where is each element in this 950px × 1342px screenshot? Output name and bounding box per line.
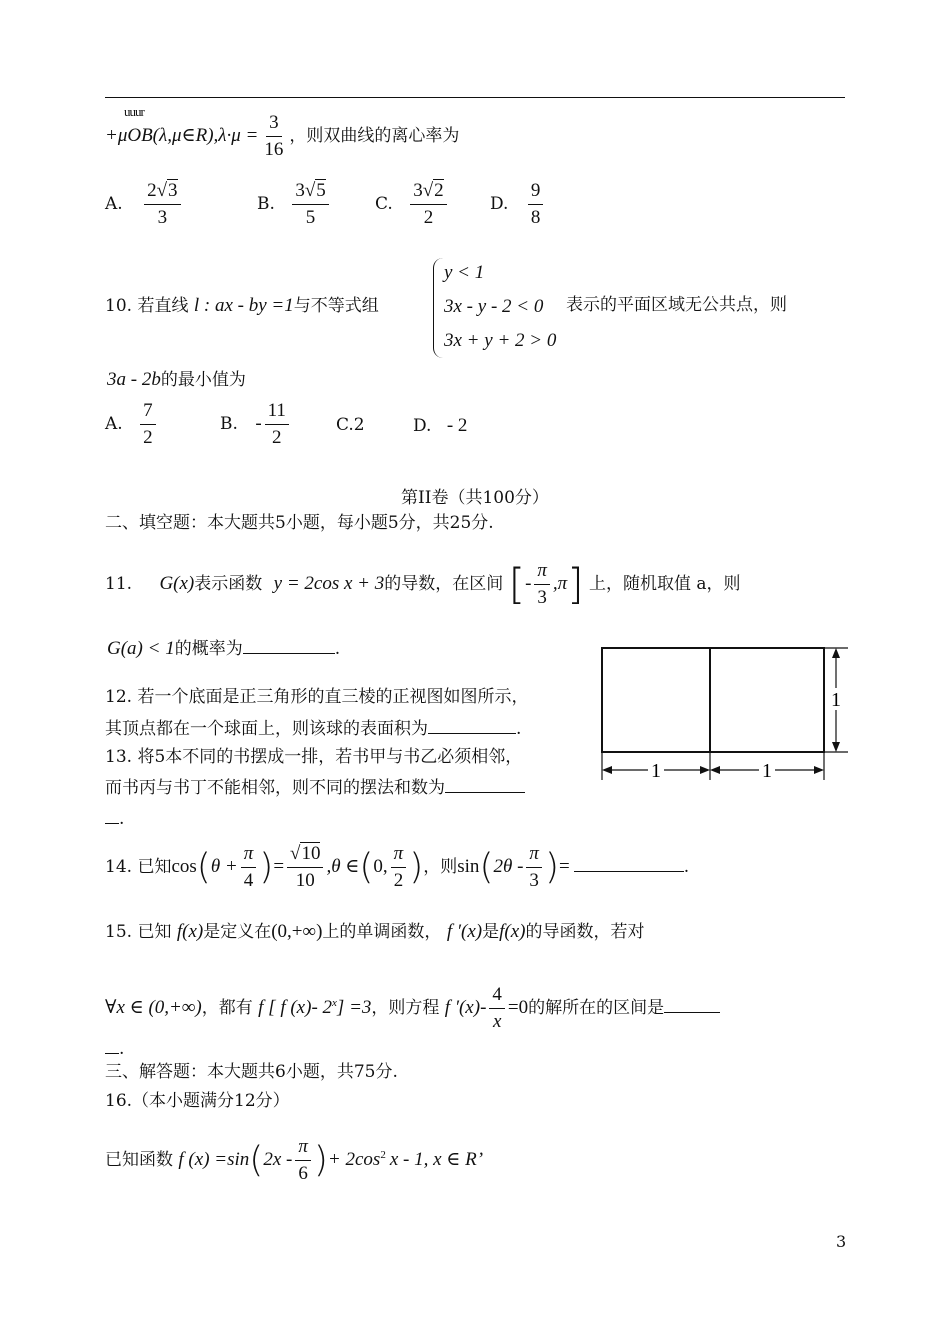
q12-line-2: 其顶点都在一个球面上，则该球的表面积为 . — [105, 716, 521, 740]
q16-stem: 已知函数 f (x) =sin(2x - $\frac{\pi}{6}$ )+ $2\cos^2$ x - 1, x ∈ R’ — [105, 1136, 484, 1184]
q10-stem: 10. 若直线 l : ax - by =1与不等式组 — [105, 295, 379, 316]
front-view-figure — [596, 636, 850, 786]
q10-option-d: D. - 2 — [413, 415, 468, 436]
q10-target: 3a - 2b的最小值为 — [107, 369, 246, 390]
q9-text: ，则双曲线的离心率为 — [289, 125, 460, 146]
q9-continuation — [105, 112, 459, 161]
q9-option-a: A. $\frac{2√3}{3}$ — [105, 180, 184, 229]
q11-stem: 11. G(x)表示函数 y = 2cos x + 3的导数，在区间 [- $\frac{\pi}{3}$ ,π] 上，随机取值 a，则 — [105, 559, 741, 609]
q12-answer-blank[interactable] — [428, 716, 516, 734]
q9-option-b: B. $\frac{3√5}{5}$ — [257, 180, 332, 229]
q10-option-a: A. $\frac{7}{2}$ — [105, 400, 159, 449]
q10-line-expression: l : ax - by =1 — [193, 295, 294, 316]
q15-blank-cont: . — [105, 1036, 124, 1060]
q10-ineq-3: 3x + y + 2 > 0 — [444, 330, 557, 351]
q12-line-1: 12. 若一个底面是正三角形的直三棱的正视图如图所示， — [105, 687, 529, 707]
width1-label: 1 — [651, 760, 661, 782]
height-label: 1 — [831, 689, 841, 711]
section3-header: 三、解答题：本大题共6小题，共75分. — [105, 1062, 398, 1082]
q11-condition: G(a) < 1的概率为 . — [107, 638, 341, 659]
q13-line-1: 13. 将5本不同的书摆成一排，若书甲与书乙必须相邻， — [105, 747, 523, 767]
header-rule — [105, 97, 845, 98]
page-number: 3 — [836, 1232, 847, 1251]
q16-title: 16.（本小题满分12分） — [105, 1091, 290, 1111]
q11-answer-blank[interactable] — [243, 636, 335, 654]
q9-fraction: $\frac{3}{16}$ — [264, 112, 284, 160]
q15-stem: 15. 已知 f(x)是定义在(0,+∞)上的单调函数， f ′(x)是f(x)的导函数，若对 — [105, 921, 645, 942]
q9-option-d: D. $\frac{9}{8}$ — [490, 180, 546, 229]
q10-option-b: B. - $\frac{11}{2}$ — [220, 400, 292, 449]
volume-title: 第II卷（共100分） — [401, 488, 549, 508]
q10-ineq-1: y < 1 — [444, 262, 485, 283]
q14-answer-blank[interactable] — [574, 854, 684, 872]
vector-arrow-mark: uuur — [124, 104, 144, 119]
q10-suffix: 表示的平面区域无公共点，则 — [566, 295, 787, 315]
q13-line-2: 而书丙与书丁不能相邻，则不同的摆法和数为 — [105, 775, 525, 799]
q13-answer-blank[interactable] — [445, 775, 525, 793]
q13-line-3: . — [105, 806, 124, 830]
figure-outer-rect — [602, 648, 824, 752]
q15-condition: ∀x ∈ (0,+∞)，都有 f [ f (x)- $2^x] =3$，则方程 f ′(x)- $\frac{4}{x}$ =0的解所在的区间是 — [105, 984, 720, 1033]
q14-stem: 14. 已知cos(θ + $\frac{\pi}{4}$ )= $\frac{√10}{10}$ ,θ ∈(0, $\frac{\pi}{2}$ )，则sin(2θ - $\frac{\pi}{3}$ )= . — [105, 843, 690, 891]
q9-option-c: C. $\frac{3√2}{2}$ — [375, 180, 450, 229]
q10-option-c: C.2 — [336, 415, 365, 435]
q10-ineq-2: 3x - y - 2 < 0 — [444, 296, 544, 317]
section2-header: 二、填空题：本大题共5小题，每小题5分，共25分. — [105, 513, 494, 533]
q15-answer-blank[interactable] — [664, 995, 720, 1013]
width2-label: 1 — [762, 760, 772, 782]
q9-lead-expression: +μOB(λ,μ∈R),λ·μ = — [105, 124, 259, 146]
q10-inequality-system — [433, 258, 569, 358]
